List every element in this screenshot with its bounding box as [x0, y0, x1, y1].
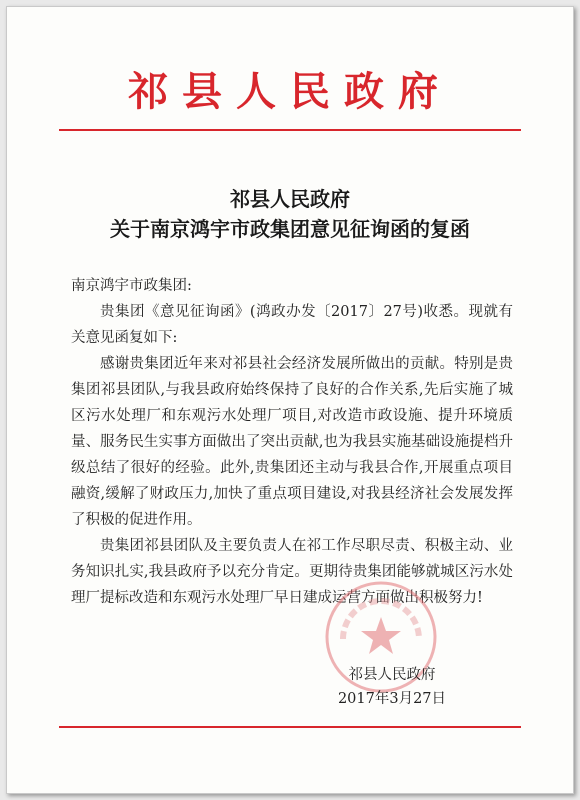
letterhead-rule-top	[59, 129, 521, 131]
paragraph-1: 贵集团《意见征询函》(鸿政办发〔2017〕27号)收悉。现就有关意见函复如下:	[71, 304, 513, 346]
document-title-line2: 关于南京鸿宇市政集团意见征询函的复函	[110, 217, 470, 241]
paragraph-3: 贵集团祁县团队及主要负责人在祁工作尽职尽责、积极主动、业务知识扎实,我县政府予以充分肯定。更期待贵集团能够就城区污水处理厂提标改造和东观污水处理厂早日建成运营方面做出积极努力!	[71, 538, 513, 606]
signature-organization: 祁县人民政府	[348, 667, 436, 683]
document-page	[6, 6, 574, 794]
letter-body	[71, 273, 513, 611]
footer-rule	[59, 726, 521, 728]
letterhead-title: 祁县人民政府	[128, 68, 452, 115]
document-title-line1: 祁县人民政府	[230, 187, 350, 211]
signature-date: 2017年3月27日	[337, 691, 447, 707]
salutation: 南京鸿宇市政集团:	[71, 278, 192, 294]
paragraph-2: 感谢贵集团近年来对祁县社会经济发展所做出的贡献。特别是贵集团祁县团队,与我县政府始终保持了良好的合作关系,先后实施了城区污水处理厂和东观污水处理厂项目,对改造市政设施、提升环境质量、服务民生实事方面做出了突出贡献,也为我县实施基础设施提档升级总结了很好的经验。此外,贵集团还主动与我县合作,开展重点项目融资,缓解了财政压力,加快了重点项目建设,对我县经济社会发展发挥了积极的促进作用。	[71, 356, 513, 528]
